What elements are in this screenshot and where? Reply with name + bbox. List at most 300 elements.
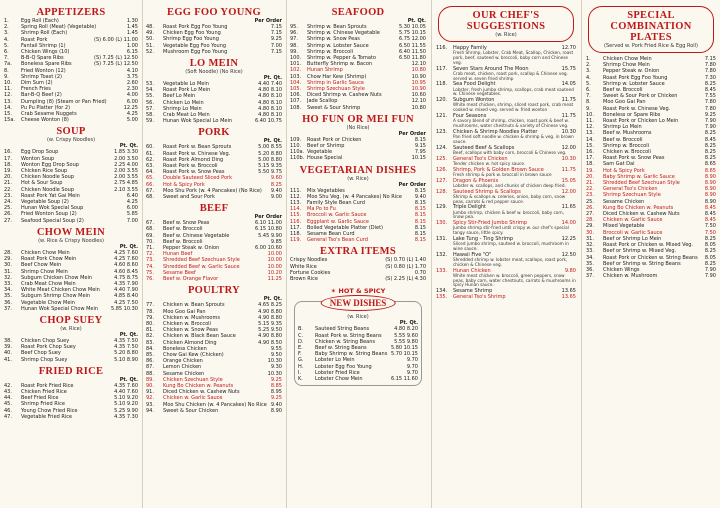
item-number: 99. (290, 48, 298, 55)
section-title-fried-rice: FRIED RICE (38, 365, 104, 377)
item-number: 86. (146, 358, 154, 365)
item-price: 5.00 (126, 117, 138, 124)
item-name: Shrimp Chow Mein (603, 62, 650, 69)
item-number: 27. (586, 211, 594, 218)
item-price: 8.25 (704, 235, 716, 242)
item-name: Moo Goo Gai Pan (603, 99, 646, 106)
item-number: 116. (290, 218, 302, 225)
item-price: 4.75 8.75 (114, 274, 138, 281)
item-name: Wonton Soup (21, 155, 55, 162)
item-price: 10.90 (411, 73, 426, 80)
item-number: 66. (146, 181, 154, 188)
item-price: 14.05 (561, 81, 576, 88)
item-price: 2.10 3.55 (114, 186, 138, 193)
item-number: F. (298, 351, 302, 358)
item-number: 14. (4, 104, 12, 111)
item-number: C. (298, 332, 304, 339)
item-name: Shrimp w. Lobster Sauce (603, 80, 665, 87)
item-name: General Tso's Bean Curd (307, 237, 368, 244)
item-number: 53. (146, 81, 154, 88)
item-name: Chicken Almond Ding (163, 339, 217, 346)
item-number: 113. (290, 200, 302, 207)
item-price: 4.35 7.50 (114, 344, 138, 351)
item-price: 8.90 (704, 192, 716, 199)
item-name: Beef Lo Mein (163, 93, 196, 100)
item-price: 8.25 (704, 155, 716, 162)
item-name: Sesame Beef (163, 269, 196, 276)
item-name: Beef Fried Rice (21, 395, 59, 402)
item-price: 2.00 3.50 (114, 155, 138, 162)
item-number: 40. (4, 350, 12, 357)
item-number: 135. (436, 294, 448, 301)
item-name: Pepper Steak w. Onion (603, 68, 660, 75)
item-price: 4.40 7.60 (114, 388, 138, 395)
item-number: 11. (4, 86, 12, 93)
item-price: 4.25 (126, 199, 138, 206)
price-header: Pt. Qt. (407, 18, 426, 24)
menu-item (4, 218, 138, 224)
item-name: Chicken w. Mushroom (603, 273, 658, 280)
item-price: (S) 0.70 (L) 1.40 (385, 257, 426, 264)
section-title-ho-fun: HO FUN OR MEI FUN (302, 113, 414, 125)
item-price: (S) 7.25 (L) 12.50 (94, 61, 138, 68)
price-header: Pt. Qt. (263, 296, 282, 303)
item-name: Chow Gai Kew (Chicken) (163, 351, 224, 358)
item-name: Roast Pork w. String Beans (315, 332, 382, 339)
menu-item (4, 117, 138, 123)
item-number: 3. (586, 68, 591, 75)
item-name: Sweet & Sour Pork or Chicken (603, 93, 678, 100)
item-name: Mixed Vegetable (603, 223, 645, 230)
item-name: Hot & Spicy Pork (163, 181, 205, 188)
item-price: 9.25 (270, 395, 282, 402)
item-name: Roast Pork w. Snow Peas (603, 155, 665, 162)
item-description: Sliced jumbo shrimp, sauteed w. broccoli, mushroom in wine sauce. (453, 241, 569, 251)
section-title-appetizers: APPETIZERS (36, 7, 106, 18)
item-number: 29. (4, 256, 12, 263)
item-name: Pu Pu Platter (for 2) (21, 104, 71, 111)
item-price: 9.50 (270, 351, 282, 358)
menu-column-4 (432, 0, 580, 508)
section-subtitle: (Served w. Pork Fried Rice & Egg Roll) (604, 43, 698, 49)
item-price: 7.80 (704, 62, 716, 69)
item-number: 8. (4, 67, 9, 74)
item-name: Chicken w. Bean Sprouts (163, 302, 225, 309)
item-number: 24. (4, 199, 12, 206)
item-price: 12.10 (411, 61, 426, 68)
item-number: 121. (436, 112, 448, 119)
item-price: 6.75 12.00 (398, 36, 426, 43)
item-name: Roast Pork or Chicken (307, 136, 362, 143)
item-price: 5.85 (126, 211, 138, 218)
menu-item (290, 237, 426, 243)
item-number: 33. (4, 280, 12, 287)
chop-suey-list (4, 338, 138, 363)
item-price: 8.25 (704, 142, 716, 149)
item-number: 128. (436, 188, 448, 195)
item-name: Seven Stars Around The Moon (453, 65, 529, 72)
item-price: 12.10 (411, 98, 426, 105)
item-number: 18. (586, 161, 594, 168)
item-number: 93. (146, 401, 154, 408)
item-name: White Meat Chicken Chow Mein (21, 287, 100, 294)
item-name: Wonton Egg Drop Soup (21, 161, 79, 168)
item-price: 6.40 10.75 (254, 118, 282, 125)
item-name: Roast Pork w. Chinese Veg. (603, 105, 671, 112)
item-price: 8.05 (704, 242, 716, 249)
item-number: 106. (290, 92, 302, 99)
item-number: 70. (146, 238, 154, 245)
item-name: General Tso's Chicken (453, 155, 508, 162)
item-number: 51. (146, 42, 154, 49)
beef-list (146, 220, 282, 282)
item-name: Bar-B-Q Beef (2) (21, 92, 62, 99)
item-price: 8.25 (270, 181, 282, 188)
item-price: 7.15 (270, 30, 282, 37)
item-number: 67. (146, 220, 154, 227)
item-number: 38. (4, 337, 12, 344)
item-name: Vegetable Egg Foo Young (163, 42, 227, 49)
item-price: 9.70 (406, 369, 418, 376)
item-number: 23. (4, 192, 12, 199)
item-name: Shrimp Chop Suey (21, 356, 68, 363)
item-name: Egg Roll (Each) (21, 18, 59, 24)
item-name: Double Sauteed Sliced Pork (163, 175, 232, 182)
item-price: 6.15 11.60 (390, 375, 418, 382)
item-number: 116. (436, 45, 448, 51)
item-name: Moo Shu Pork (w. 4 Pancakes) (No Rice) (163, 187, 262, 194)
item-name: Crispy Noodles (290, 257, 328, 264)
item-name: Beef or Shrimp (307, 143, 345, 150)
item-name: Butterfly Shrimp w. Bacon (307, 61, 373, 68)
item-number: I. (298, 369, 302, 376)
item-name: Roast Pork Fried Rice (21, 382, 74, 389)
item-number: 77. (146, 302, 154, 309)
item-number: 88. (146, 370, 154, 377)
item-number: 5. (4, 42, 9, 49)
item-price: 6.00 (126, 205, 138, 212)
item-name: Orange Chicken (163, 358, 203, 365)
item-number: 25. (586, 198, 594, 205)
item-price: 7.50 (704, 229, 716, 236)
item-price: 7.90 (704, 124, 716, 131)
item-price: 10.00 (267, 263, 282, 270)
item-price: 4.35 7.90 (114, 280, 138, 287)
item-price: 5.25 9.50 (258, 327, 282, 334)
item-number: 9. (4, 73, 9, 80)
item-price: 7.80 (704, 105, 716, 112)
item-number: 123. (436, 128, 448, 135)
new-dishes-list (298, 326, 418, 382)
item-price: 4.85 8.40 (114, 293, 138, 300)
item-price: 4.35 7.60 (114, 382, 138, 389)
item-name: Young Chow Fried Rice (21, 407, 78, 414)
item-number: G. (298, 357, 304, 364)
item-number: 108. (290, 104, 302, 111)
item-price: 9.00 (270, 194, 282, 201)
item-number: 41. (4, 356, 12, 363)
item-price: 9.55 (270, 345, 282, 352)
item-number: 133. (436, 267, 448, 274)
chili-icon: ✶ (330, 287, 339, 296)
item-number: 42. (4, 382, 12, 389)
item-name: Roast Pork Yat Gai Mein (21, 192, 80, 199)
price-header: Per Order (398, 130, 426, 137)
item-name: Chicken Chow Mein (603, 56, 652, 62)
section-title-soup: SOUP (56, 126, 86, 138)
item-number: 72. (146, 251, 154, 258)
item-name: Hunan Wok Special Chow Mein (21, 305, 99, 312)
item-price: 9.70 (406, 363, 418, 370)
item-price: 12.50 (561, 251, 576, 258)
item-price: 8.45 (704, 204, 716, 211)
item-price: 4.25 7.50 (114, 299, 138, 306)
item-price: 15.05 (561, 177, 576, 184)
item-price: 4.25 (126, 111, 138, 118)
item-number: 34. (586, 254, 594, 261)
section-title-seafood: SEAFOOD (331, 7, 385, 18)
item-description: Fresh Shrimp, Lobster, Crab Meat, Scallop, Chicken, roast pork, beef, sauteed w. broccoli, baby corn and Chinese veg. (453, 50, 574, 65)
soup-list (4, 149, 138, 223)
item-number: 118. (290, 231, 302, 238)
item-price: 10.00 (267, 251, 282, 258)
item-name: Shrimp Lo Mein (163, 105, 202, 112)
item-price: 10.60 (411, 92, 426, 99)
section-subtitle: (w. Crispy Noodles) (46, 137, 96, 144)
item-price: 4.60 8.45 (114, 268, 138, 275)
item-price: 7.90 (704, 266, 716, 273)
item-name: Kung Bo Chicken w. Peanuts (603, 204, 674, 211)
item-name: Chicken & Shrimp Noodles Platter (453, 128, 538, 135)
item-price: 4.10 (126, 67, 138, 74)
item-number: 15. (4, 111, 12, 118)
item-number: 75. (146, 269, 154, 276)
item-number: 16. (586, 149, 594, 156)
price-header: Pt. Qt. (263, 75, 282, 82)
item-name: Triple Delight (453, 204, 487, 211)
item-number: 68. (146, 194, 154, 201)
item-number: 74. (146, 263, 154, 270)
item-number: 91. (146, 389, 154, 396)
item-price: 2.60 (126, 80, 138, 87)
item-name: Sauteed String Beans (315, 326, 370, 333)
price-header: Per Order (254, 214, 282, 221)
item-price: 1.00 (126, 42, 138, 49)
item-price: 8.90 (704, 186, 716, 193)
item-price: 7.00 (270, 42, 282, 49)
item-price: 6.50 11.55 (398, 42, 426, 49)
item-number: 35. (586, 260, 594, 267)
item-number: 32. (4, 274, 12, 281)
item-name: Crab Meat Lo Mein (163, 112, 210, 119)
item-price: 6.50 11.80 (398, 55, 426, 62)
item-price: 5.75 10.15 (398, 30, 426, 37)
item-price: 5.55 9.80 (394, 338, 418, 345)
menu-item (436, 294, 576, 300)
item-price: 5.20 8.80 (258, 150, 282, 157)
item-name: Sauteed Beef & Scallops (453, 144, 515, 151)
item-number: 28. (4, 249, 12, 256)
item-name: Ma Po to Fu (307, 206, 336, 213)
item-number: 4. (586, 74, 591, 81)
menu-column-1 (0, 0, 142, 508)
item-name: Sweet & Sour Chicken (163, 407, 219, 414)
item-description: White meat chicken w. broccoli, green peppers, snow peas, baby corn, water chestnuts, carrots & mushrooms in spicy Hunan sauce. (453, 272, 576, 288)
item-price: 8.05 (704, 254, 716, 261)
item-price: 5.15 9.35 (258, 163, 282, 170)
item-price: 8.90 (704, 198, 716, 205)
item-name: Sesame Chicken (603, 198, 645, 205)
price-header: Per Order (254, 18, 282, 24)
section-title-lo-mein: LO MEIN (189, 58, 239, 70)
item-number: 114. (290, 206, 302, 213)
item-price: 12.00 (561, 188, 576, 195)
chef-suggestions-list (436, 45, 576, 301)
item-price: 10.30 (267, 370, 282, 377)
item-price: 11.25 (267, 276, 282, 283)
item-number: 25. (4, 205, 12, 212)
item-number: B. (298, 326, 304, 333)
item-price: 10.30 (267, 358, 282, 365)
item-number: 37. (586, 273, 594, 280)
item-number: 21. (586, 180, 594, 187)
item-number: 22. (4, 186, 12, 193)
item-price: 5.25 9.90 (114, 407, 138, 414)
item-number: 4. (4, 36, 9, 43)
item-name: Beef w. Chinese Vegetable (163, 232, 230, 239)
item-name: Chicken Lo Mein (163, 99, 204, 106)
item-number: 31. (4, 268, 12, 275)
item-name: Baby Shrimp w. Garlic Sauce (603, 173, 675, 180)
item-name: Shrimp Szechuan Style (307, 86, 365, 93)
item-name: Baby Shrimp w. String Beans (315, 351, 388, 358)
item-price: 8.45 (704, 217, 716, 224)
item-price: 7.15 (704, 56, 716, 62)
item-number: 46. (4, 407, 12, 414)
item-price: 4.90 8.80 (258, 314, 282, 321)
item-name: Mushroom Egg Foo Young (163, 48, 228, 55)
item-number: 96. (290, 30, 298, 37)
item-number: 29. (586, 223, 594, 230)
item-description: Shrimp & scallops w. celeries, onion, baby corn, snow peas, carrots & red pepper sauce. (453, 193, 566, 204)
item-name: Sesame Chicken (163, 370, 205, 377)
item-price: 12.25 (561, 235, 576, 242)
item-number: 101. (290, 61, 302, 68)
item-name: Shrimp, Pork & Golden Brown Sauce (453, 166, 544, 173)
item-number: 103. (290, 73, 302, 80)
item-price: 2.00 3.55 (114, 168, 138, 175)
item-name: Beef or Shrimp w. Mixed Veg. (603, 248, 677, 255)
item-number: 111. (290, 187, 302, 194)
item-name: Lobster Egg Foo Young (315, 363, 372, 370)
item-price: 7.15 (270, 48, 282, 55)
item-price: 4.35 7.30 (114, 413, 138, 420)
menu-item (4, 414, 138, 420)
item-name: Egg Drop Soup (21, 149, 59, 156)
item-name: Broccoli w. Garlic Sauce (307, 212, 367, 219)
price-header: Pt. Qt. (119, 143, 138, 150)
item-number: 87. (146, 364, 154, 371)
item-name: Beef w. Orange Flavor (163, 276, 219, 283)
item-number: 118. (436, 81, 448, 88)
item-number: 110b. (290, 155, 305, 162)
item-name: Seafood Special Soup (2) (21, 217, 84, 224)
item-description: White meat chicken, shrimp, sliced roast pork, crab meat cooked w. mixed veg. served w. fried wonton (453, 102, 574, 113)
item-price: 7.15 (270, 24, 282, 30)
item-number: 13. (4, 98, 12, 105)
item-number: 35. (4, 293, 12, 300)
item-name: Brown Rice (290, 276, 318, 283)
item-price: 4.80 8.20 (394, 326, 418, 333)
item-price: 9.40 (414, 193, 426, 200)
item-price: 4.90 8.80 (258, 333, 282, 340)
item-description: Lobster w. scallops, and chunks of chicken deep fried. (453, 182, 566, 188)
item-price: 6.10 11.00 (254, 220, 282, 227)
item-name: Crab Meat Chow Mein (21, 280, 76, 287)
item-name: Chicken w. Garlic Sauce (163, 395, 223, 402)
item-price: 8.15 (414, 218, 426, 225)
item-price: 2.25 4.00 (114, 161, 138, 168)
item-number: 32. (586, 242, 594, 249)
item-number: 18. (4, 161, 12, 168)
item-number: 20. (586, 173, 594, 180)
item-name: Chicken w. Broccoli (163, 320, 211, 327)
item-number: 12. (586, 124, 594, 131)
new-dishes-title: NEW DISHES (321, 295, 396, 311)
item-name: House Special (307, 155, 343, 162)
item-number: 1. (586, 56, 591, 62)
item-price: 2.00 3.55 (114, 174, 138, 181)
menu-column-5 (582, 0, 720, 508)
menu-item (146, 194, 282, 200)
item-name: Beef w. Broccoli (603, 136, 643, 143)
menu-item (146, 408, 282, 414)
item-name: Chicken Wings (603, 266, 640, 273)
item-name: Boneless or Spare Ribs (603, 111, 661, 118)
item-price: 13.65 (561, 294, 576, 301)
item-number: 100. (290, 55, 302, 62)
item-name: Diced Shrimp w. Cashew Nuts (307, 92, 382, 99)
item-name: Hunan Chicken (453, 267, 491, 274)
item-name: Boiled Vegetable Platter (Diet) (307, 224, 384, 231)
section-title-chow-mein: CHOW MEIN (36, 226, 106, 238)
item-name: Kung Bo Chicken w. Peanuts (163, 382, 234, 389)
item-price: 4.25 7.60 (114, 256, 138, 263)
item-name: Chicken w. Mushrooms (163, 314, 220, 321)
item-name: Beef w. Mushrooms (603, 130, 652, 137)
item-price: 11.75 (561, 166, 576, 173)
item-name: Eggplant w. Garlic Sauce (307, 218, 370, 225)
item-name: Chicken w. Snow Peas (163, 327, 218, 334)
item-number: 11. (586, 118, 594, 125)
item-name: Subgum Wonton (453, 97, 495, 104)
item-number: 20. (4, 174, 12, 181)
item-description: Jumbo shrimp stir-fried until crispy w. our chef's special tangy sauce, little spicy. (453, 225, 569, 236)
item-price: 8.90 (704, 173, 716, 180)
item-number: 92. (146, 395, 154, 402)
item-price: 8.25 (704, 248, 716, 255)
item-price: 10.20 (267, 269, 282, 276)
item-name: Beef Chow Mein (21, 262, 62, 269)
item-name: Sweet and Sour Pork (163, 194, 215, 201)
item-price: 4.40 7.90 (114, 287, 138, 294)
item-price: 14.00 (561, 220, 576, 227)
item-name: Chicken Noodle Soup (21, 174, 75, 181)
item-price: 5.20 8.80 (114, 350, 138, 357)
item-price: 1.85 3.30 (114, 149, 138, 156)
item-number: 62. (146, 156, 154, 163)
item-price: 9.85 (270, 238, 282, 245)
